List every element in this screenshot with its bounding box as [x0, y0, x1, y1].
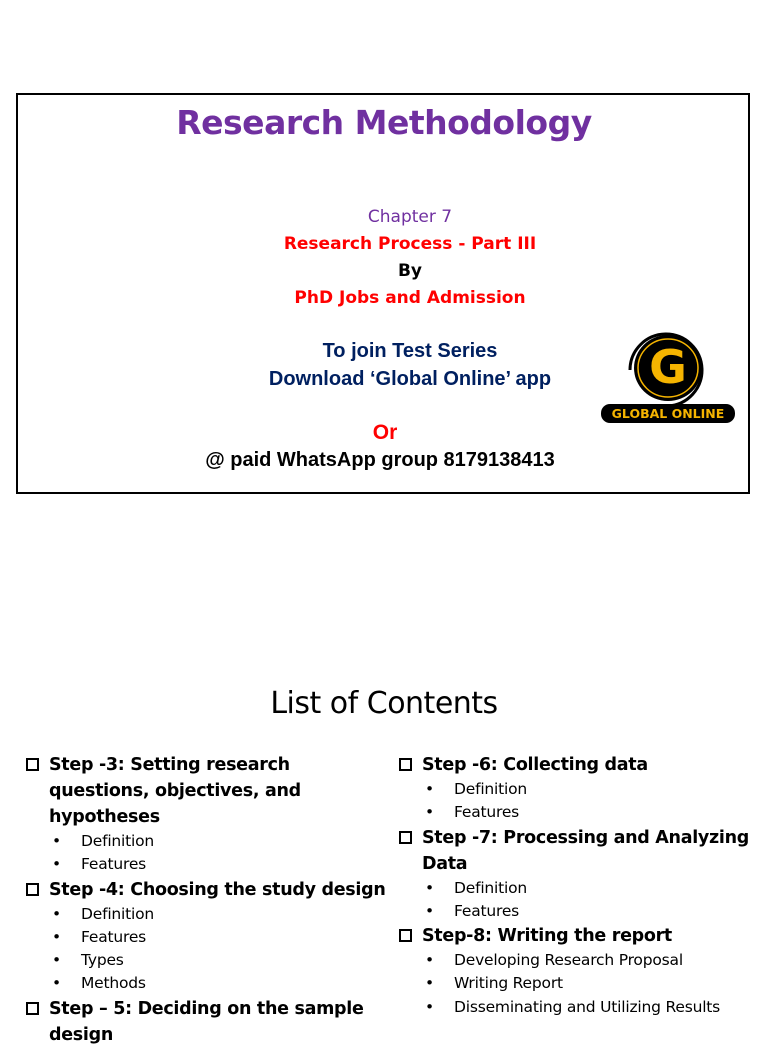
- contents-step: [397, 923, 757, 949]
- by-label: By: [397, 261, 423, 281]
- whatsapp-group-text: @ paid WhatsApp group 8179138413: [205, 449, 555, 471]
- chapter-label: Chapter 7: [367, 207, 453, 227]
- contents-step: [397, 752, 757, 778]
- checkbox-bullet-icon: [399, 758, 412, 771]
- contents-left-column: [24, 752, 392, 1048]
- or-separator: Or: [372, 421, 398, 444]
- step-subitems: [24, 830, 392, 877]
- list-item: • Methods: [52, 972, 392, 995]
- globe-logo-icon: [598, 330, 738, 428]
- global-online-logo: [598, 330, 738, 428]
- organization-name: PhD Jobs and Admission: [294, 288, 526, 308]
- list-item: • Disseminating and Utilizing Results: [425, 996, 757, 1019]
- download-app-text: Download ‘Global Online’ app: [268, 368, 552, 390]
- list-item: • Features: [425, 900, 757, 923]
- list-item: • Definition: [52, 903, 392, 926]
- checkbox-bullet-icon: [26, 1002, 39, 1015]
- list-item: • Developing Research Proposal: [425, 949, 757, 972]
- checkbox-bullet-icon: [399, 929, 412, 942]
- logo-text: GLOBAL ONLINE: [611, 406, 725, 421]
- contents-step: [24, 752, 392, 830]
- list-item: • Definition: [425, 877, 757, 900]
- slide-title: Research Methodology: [176, 103, 592, 142]
- list-item: • Writing Report: [425, 972, 757, 995]
- list-item: • Definition: [425, 778, 757, 801]
- checkbox-bullet-icon: [26, 883, 39, 896]
- checkbox-bullet-icon: [399, 831, 412, 844]
- logo-letter: G: [649, 340, 687, 394]
- step-subitems: [397, 877, 757, 924]
- step-label: Step -6: Collecting data: [422, 755, 648, 775]
- list-item: • Definition: [52, 830, 392, 853]
- slide-subtitle: Research Process - Part III: [283, 234, 537, 254]
- list-item: • Features: [425, 801, 757, 824]
- step-label: Step – 5: Deciding on the sample design: [49, 998, 364, 1045]
- contents-step: [24, 877, 392, 903]
- step-subitems: [24, 903, 392, 996]
- contents-step: [397, 825, 757, 877]
- list-item: • Features: [52, 853, 392, 876]
- join-test-series-text: To join Test Series: [322, 340, 498, 362]
- step-label: Step -3: Setting research questions, objectives, and hypotheses: [49, 755, 301, 827]
- step-subitems: [397, 949, 757, 1019]
- contents-step: [24, 996, 392, 1048]
- contents-title: List of Contents: [270, 686, 498, 721]
- step-label: Step -4: Choosing the study design: [49, 879, 386, 900]
- step-subitems: [397, 778, 757, 825]
- step-label: Step-8: Writing the report: [422, 926, 672, 947]
- list-item: • Features: [52, 926, 392, 949]
- checkbox-bullet-icon: [26, 758, 39, 771]
- contents-right-column: [397, 752, 757, 1019]
- step-label: Step -7: Processing and Analyzing Data: [422, 827, 749, 874]
- list-item: • Types: [52, 949, 392, 972]
